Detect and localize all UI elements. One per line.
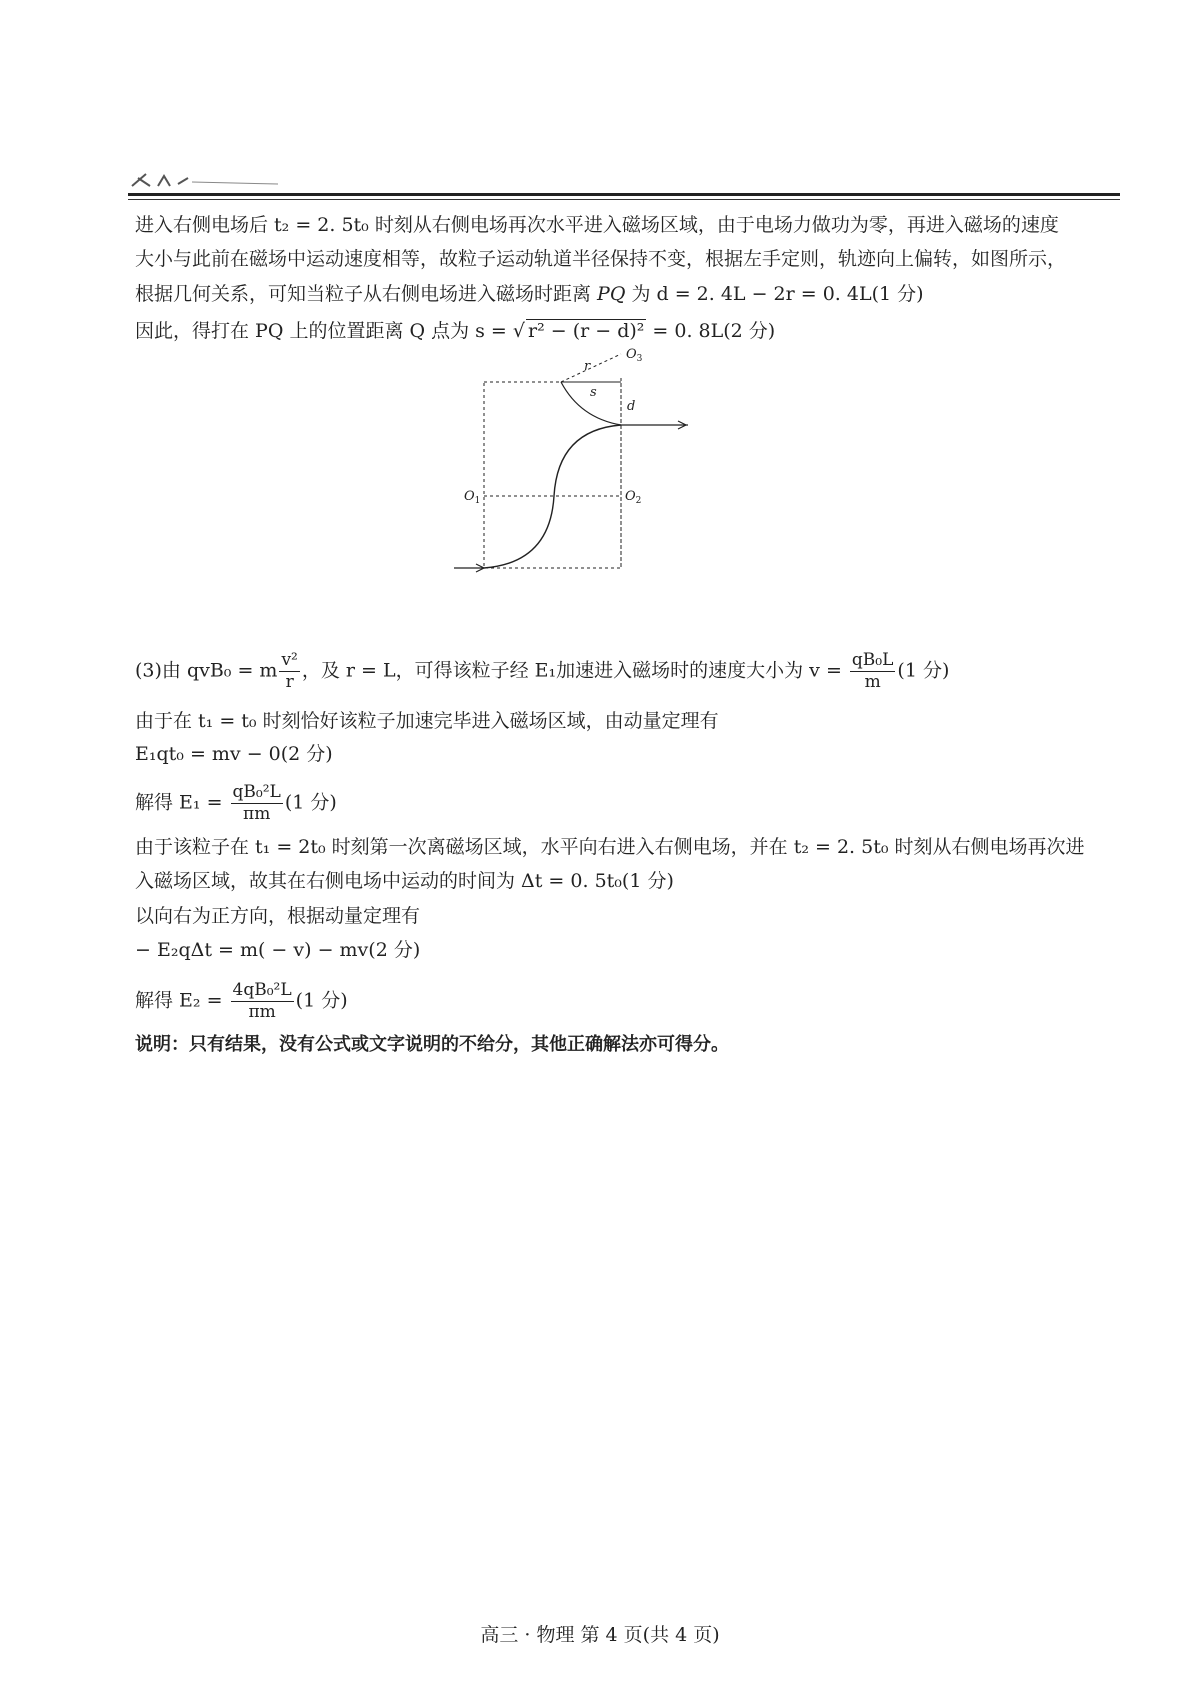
fraction-denominator: πm (243, 804, 271, 824)
label-s: s (590, 385, 597, 400)
text-line-2: 大小与此前在磁场中运动速度相等，故粒子运动轨道半径保持不变，根据左手定则，轨迹向上偏转，如图所示， (135, 248, 1067, 270)
label-o2: $O_2$ (625, 489, 642, 506)
text-line-4a: 因此，得打在 PQ 上的位置距离 Q 点为 s = (135, 320, 513, 342)
fraction-v2-over-r (279, 650, 299, 693)
text-line-1: 进入右侧电场后 t₂ = 2. 5t₀ 时刻从右侧电场再次水平进入磁场区域，由于电场力做功为零，再进入磁场的速度 (135, 214, 1059, 236)
text-line-8c: (1 分) (284, 791, 337, 814)
header-rule-thin (128, 199, 1120, 200)
text-line-5 (135, 650, 949, 693)
label-r: r (584, 359, 591, 374)
label-o3: $O_3$ (626, 347, 643, 364)
label-d: d (627, 399, 636, 414)
radius-line-r (561, 354, 621, 382)
fraction-numerator: v² (281, 650, 298, 670)
fraction-qb0l-over-m (850, 650, 895, 693)
text-line-3b: PQ (597, 283, 626, 305)
text-line-8 (135, 782, 337, 825)
text-line-10: 入磁场区域，故其在右侧电场中运动的时间为 Δt = 0. 5t₀(1 分) (135, 870, 674, 892)
text-line-6: 由于在 t₁ = t₀ 时刻恰好该粒子加速完毕进入磁场区域，由动量定理有 (135, 710, 719, 732)
text-line-5a: (3)由 qvB₀ = m (135, 659, 278, 682)
fraction-denominator: πm (248, 1002, 276, 1022)
sqrt-sign: √ (512, 320, 525, 342)
header-rule-thick (128, 193, 1120, 196)
text-line-13c: (1 分) (295, 989, 348, 1012)
text-line-3 (135, 281, 924, 307)
fraction-denominator: r (285, 672, 294, 692)
fraction-e1 (231, 782, 283, 825)
text-line-3a: 根据几何关系，可知当粒子从右侧电场进入磁场时距离 (135, 283, 598, 305)
text-line-12: − E₂qΔt = m( − v) − mv(2 分) (135, 939, 421, 961)
header-decoration (128, 168, 288, 190)
fraction-numerator: qB₀L (851, 650, 894, 670)
text-line-4 (135, 318, 775, 344)
fraction-e2 (231, 980, 294, 1023)
text-line-13 (135, 980, 348, 1023)
field-region-box (484, 382, 621, 568)
text-line-4c: = 0. 8L(2 分) (646, 320, 776, 342)
text-line-5c: (1 分) (897, 659, 950, 682)
text-line-8a: 解得 E₁ = (135, 791, 229, 814)
text-line-11: 以向右为正方向，根据动量定理有 (135, 905, 421, 927)
sqrt-expression: r² − (r − d)² (528, 320, 645, 342)
text-line-3c: 为 d = 2. 4L − 2r = 0. 4L(1 分) (625, 283, 924, 305)
trajectory-diagram (464, 347, 760, 630)
text-line-7: E₁qt₀ = mv − 0(2 分) (135, 743, 333, 765)
fraction-numerator: qB₀²L (232, 782, 281, 802)
page-footer: 高三 · 物理 第 4 页(共 4 页) (480, 1624, 720, 1646)
text-line-9: 由于该粒子在 t₁ = 2t₀ 时刻第一次离磁场区域，水平向右进入右侧电场，并在 t₂ = 2. 5t₀ 时刻从右侧电场再次进 (135, 836, 1085, 858)
label-o1: $O_1$ (464, 489, 481, 506)
fraction-denominator: m (864, 672, 881, 692)
text-line-13a: 解得 E₂ = (135, 989, 229, 1012)
fraction-numerator: 4qB₀²L (232, 980, 292, 1000)
grading-note: 说明：只有结果，没有公式或文字说明的不给分，其他正确解法亦可得分。 (135, 1034, 729, 1055)
text-line-5b: ，及 r = L，可得该粒子经 E₁加速进入磁场时的速度大小为 v = (301, 659, 848, 682)
